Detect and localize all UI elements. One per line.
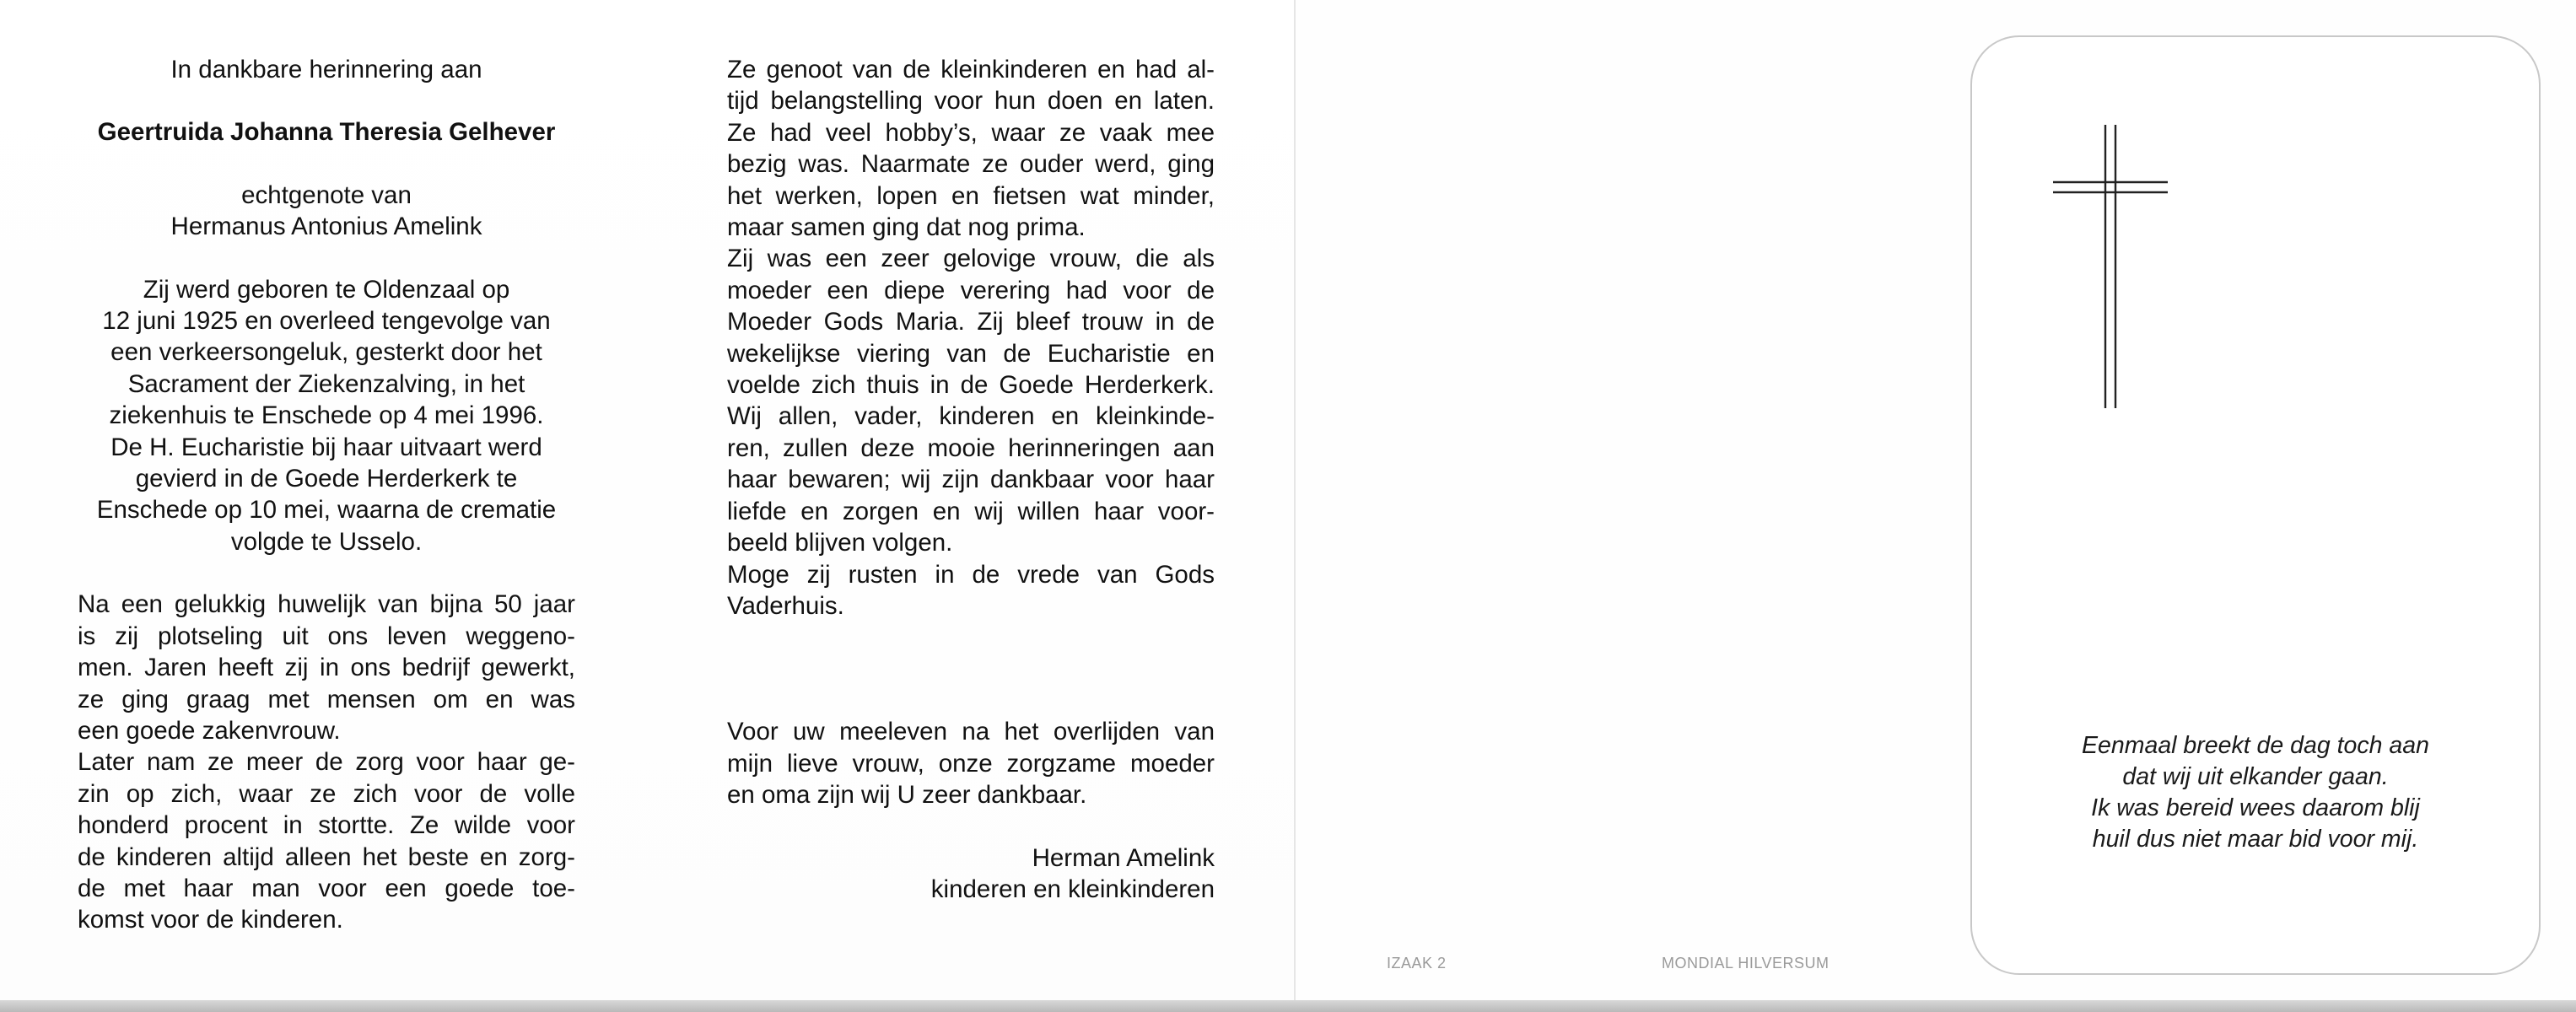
verse-line: Eenmaal breekt de dag toch aan: [2082, 732, 2429, 759]
spouse-intro: echtgenote van: [241, 180, 412, 209]
text-line: is zij plotseling uit ons leven weggeno-: [78, 622, 575, 650]
grandchildren-paragraph: [727, 54, 1215, 243]
text-line: haar bewaren; wij zijn dankbaar voor haar: [727, 466, 1215, 494]
text-line: Wij allen, vader, kinderen en kleinkinde-: [727, 402, 1215, 431]
signature-family: kinderen en kleinkinderen: [930, 875, 1215, 903]
biography: [78, 274, 575, 558]
text-line: Ze genoot van de kleinkinderen en had al-: [727, 56, 1215, 83]
memorial-card: [1970, 35, 2541, 975]
bio-line: gevierd in de Goede Herderkerk te: [135, 465, 518, 493]
imprint-code: IZAAK 2: [1387, 955, 1447, 972]
text-line: men. Jaren heeft zij in ons bedrijf gewerkt,: [78, 654, 575, 682]
text-line: komst voor de kinderen.: [78, 906, 343, 934]
text-line: honderd procent in stortte. Ze wilde voor: [78, 811, 575, 840]
text-line: het werken, lopen en fietsen wat minder,: [727, 181, 1215, 210]
bio-line: een verkeersongeluk, gesterkt door het: [110, 338, 542, 367]
bio-line: ziekenhuis te Enschede op 4 mei 1996.: [109, 401, 544, 430]
text-line: beeld blijven volgen.: [727, 529, 953, 557]
intro-text: In dankbare herinnering aan: [170, 56, 482, 83]
bio-line: Zij werd geboren te Oldenzaal op: [143, 275, 510, 304]
text-line: voelde zich thuis in de Goede Herderkerk.: [727, 371, 1215, 400]
bio-line: De H. Eucharistie bij haar uitvaart werd: [110, 433, 542, 461]
left-column: [78, 54, 575, 936]
text-line: de met haar man voor een goede toe-: [78, 874, 575, 902]
spouse-name: Hermanus Antonius Amelink: [170, 213, 482, 241]
bio-line: Sacrament der Ziekenzalving, in het: [127, 369, 525, 398]
text-line: een goede zakenvrouw.: [78, 716, 341, 745]
faith-paragraph: [727, 243, 1215, 558]
scan-edge: [0, 1000, 2576, 1012]
text-line: mijn lieve vrouw, onze zorgzame moeder: [727, 749, 1215, 778]
text-line: en oma zijn wij U zeer dankbaar.: [727, 781, 1087, 810]
imprint-printer: MONDIAL HILVERSUM: [1662, 955, 1830, 972]
middle-column: [727, 54, 1215, 905]
bio-line: Enschede op 10 mei, waarna de crematie: [96, 496, 557, 525]
cross-icon: [2053, 125, 2168, 408]
text-line: de kinderen altijd alleen het beste en zorg-: [78, 842, 575, 871]
verse-line: huil dus niet maar bid voor mij.: [2092, 826, 2419, 853]
marriage-paragraph: [78, 589, 575, 746]
text-line: bezig was. Naarmate ze ouder werd, ging: [727, 150, 1215, 179]
rest-paragraph: [727, 559, 1215, 622]
verse: [2023, 730, 2488, 855]
text-line: Moge zij rusten in de vrede van Gods: [727, 560, 1215, 589]
text-line: maar samen ging dat nog prima.: [727, 213, 1086, 242]
text-line: Vaderhuis.: [727, 591, 844, 620]
thanks-paragraph: [727, 716, 1215, 810]
family-paragraph: [78, 746, 575, 935]
bio-line: volgde te Usselo.: [230, 527, 423, 556]
text-line: ze ging graag met mensen om en was: [78, 685, 575, 713]
text-line: tijd belangstelling voor hun doen en laten.: [727, 87, 1215, 116]
text-line: Ze had veel hobby’s, waar ze vaak mee: [727, 118, 1215, 147]
verse-line: dat wij uit elkander gaan.: [2122, 763, 2389, 790]
text-line: wekelijkse viering van de Eucharistie en: [727, 339, 1215, 368]
deceased-name: Geertruida Johanna Theresia Gelhever: [97, 118, 556, 147]
text-line: Na een gelukkig huwelijk van bijna 50 jaar: [78, 590, 575, 619]
text-line: liefde en zorgen en wij willen haar voor-: [727, 497, 1215, 525]
signature-name: Herman Amelink: [1032, 843, 1215, 872]
bio-line: 12 juni 1925 en overleed tengevolge van: [102, 307, 551, 336]
verse-line: Ik was bereid wees daarom blij: [2091, 794, 2420, 821]
text-line: Zij was een zeer gelovige vrouw, die als: [727, 245, 1215, 273]
text-line: zin op zich, waar ze zich voor de volle: [78, 779, 575, 808]
text-line: Voor uw meeleven na het overlijden van: [727, 718, 1215, 746]
text-line: moeder een diepe verering had voor de: [727, 276, 1215, 304]
text-line: Moeder Gods Maria. Zij bleef trouw in de: [727, 308, 1215, 336]
text-line: Later nam ze meer de zorg voor haar ge-: [78, 748, 575, 777]
text-line: ren, zullen deze mooie herinneringen aan: [727, 433, 1215, 462]
